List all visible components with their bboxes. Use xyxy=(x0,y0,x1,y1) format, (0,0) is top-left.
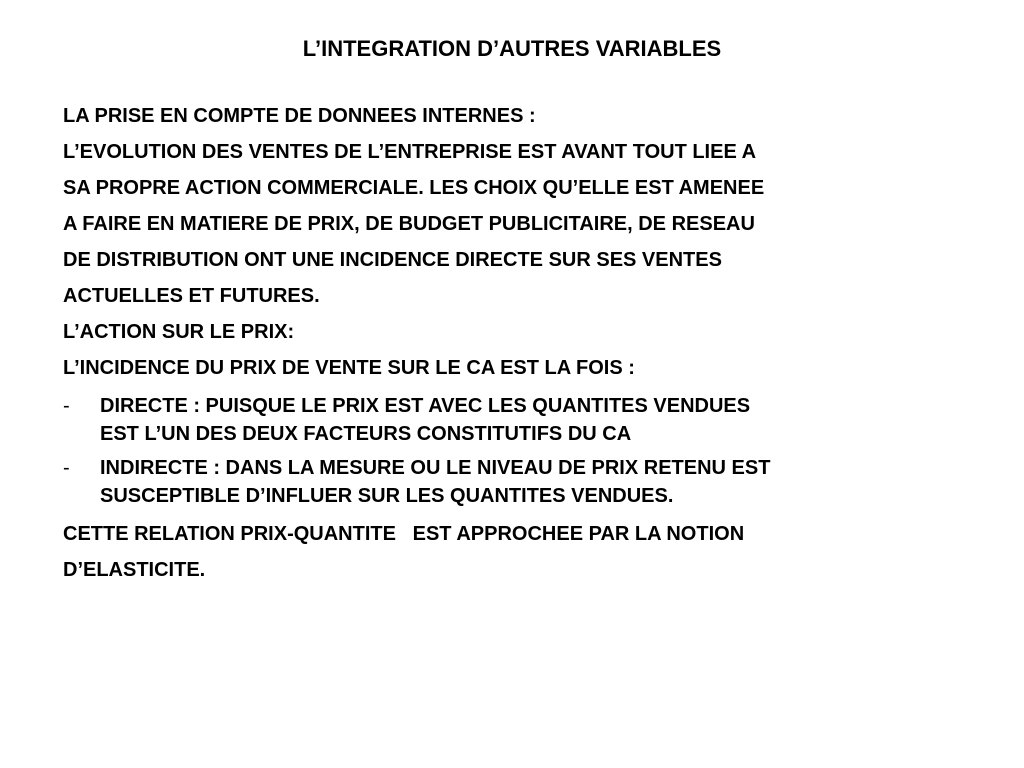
text-line: A FAIRE EN MATIERE DE PRIX, DE BUDGET PUBLICITAIRE, DE RESEAU xyxy=(63,213,755,235)
slide-body xyxy=(63,98,983,588)
text-line: D’ELASTICITE. xyxy=(63,559,206,581)
text-line-internal-data-heading: LA PRISE EN COMPTE DE DONNEES INTERNES : xyxy=(63,105,536,127)
slide-title: L’INTEGRATION D’AUTRES VARIABLES xyxy=(302,36,722,61)
bullet-text-line: EST L’UN DES DEUX FACTEURS CONSTITUTIFS DU CA xyxy=(100,423,632,445)
text-line: L’EVOLUTION DES VENTES DE L’ENTREPRISE EST AVANT TOUT LIEE A xyxy=(63,141,757,163)
text-line: L’INCIDENCE DU PRIX DE VENTE SUR LE CA EST LA FOIS : xyxy=(63,357,635,379)
text-line: ACTUELLES ET FUTURES. xyxy=(63,285,320,307)
bullet-text-line: DIRECTE : PUISQUE LE PRIX EST AVEC LES QUANTITES VENDUES xyxy=(100,395,751,417)
text-line: SA PROPRE ACTION COMMERCIALE. LES CHOIX QU’ELLE EST AMENEE xyxy=(63,177,765,199)
text-line: CETTE RELATION PRIX-QUANTITE EST APPROCHEE PAR LA NOTION xyxy=(63,523,745,545)
bullet-text-line: INDIRECTE : DANS LA MESURE OU LE NIVEAU DE PRIX RETENU EST xyxy=(100,457,771,479)
bullet-marker: - xyxy=(63,457,70,479)
bullet-item-indirect xyxy=(63,454,983,510)
bullet-marker: - xyxy=(63,395,70,417)
text-line: DE DISTRIBUTION ONT UNE INCIDENCE DIRECTE SUR SES VENTES xyxy=(63,249,722,271)
text-line-price-heading: L’ACTION SUR LE PRIX: xyxy=(63,321,295,343)
bullet-item-direct xyxy=(63,392,983,448)
bullet-text-line: SUSCEPTIBLE D’INFLUER SUR LES QUANTITES VENDUES. xyxy=(100,485,674,507)
